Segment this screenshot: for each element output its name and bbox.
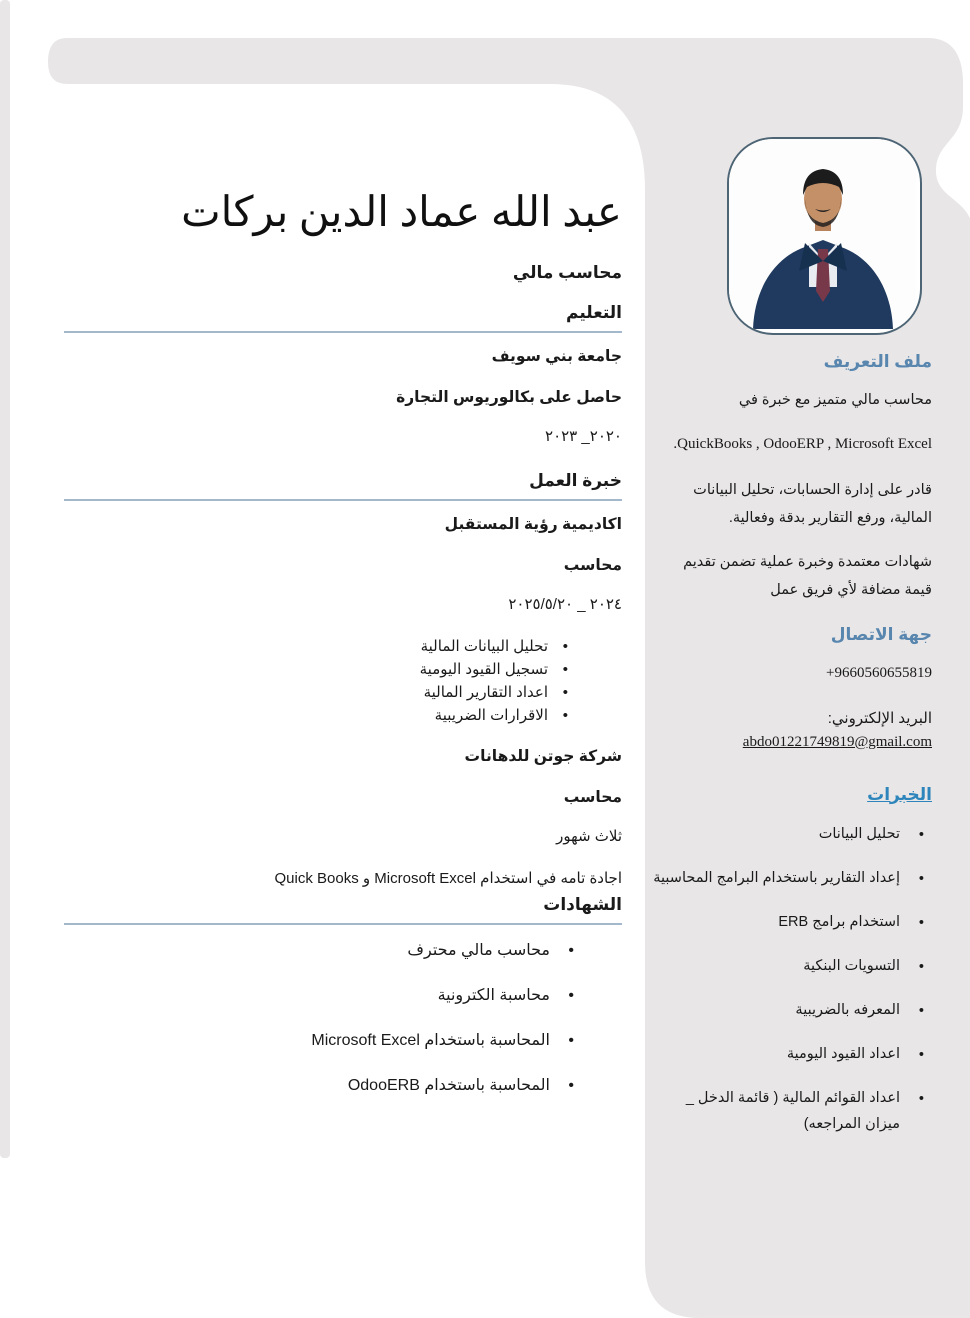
duty-item (64, 704, 568, 727)
sidebar-heading-contact: جهة الاتصال (830, 624, 932, 644)
certificate-item (64, 1029, 574, 1053)
skill-text: اعداد القوائم المالية ( قائمة الدخل _ ميزان المراجعه) (685, 1090, 900, 1133)
person-name: عبد الله عماد الدين بركات (181, 190, 622, 236)
job2-organization: شركة جوتن للدهانات (464, 747, 622, 765)
certificate-item (64, 939, 574, 963)
job2-role: محاسب (563, 788, 622, 806)
duty-item (64, 681, 568, 704)
job1-duty-list (64, 635, 622, 727)
bullet-icon: • (918, 1002, 924, 1019)
profile-software-line: .QuickBooks , OdooERP , Microsoft Excel (673, 436, 932, 453)
skill-item (652, 821, 926, 847)
certificate-item (64, 984, 574, 1008)
skill-item (652, 1041, 926, 1067)
certificate-text: المحاسبة باستخدام Microsoft Excel (311, 1031, 550, 1049)
bullet-icon: • (918, 914, 924, 931)
education-degree: حاصل على بكالوريوس التجارة (396, 388, 622, 406)
job2-note: اجادة تامه في استخدام Microsoft Excel و Quick Books (274, 869, 622, 887)
bullet-icon: • (562, 683, 568, 701)
sidebar-heading-profile: ملف التعريف (823, 352, 932, 371)
profile-line: قادر على إدارة الحسابات، تحليل البيانات المالية، ورفع التقارير بدقة وفعالية. (693, 481, 932, 526)
education-university: جامعة بني سويف (491, 347, 622, 365)
skill-item (652, 1085, 926, 1137)
duty-text: تحليل البيانات المالية (420, 637, 548, 655)
sidebar-heading-skills: الخبرات (867, 784, 932, 804)
skill-list (652, 821, 932, 1138)
bullet-icon: • (918, 1047, 924, 1064)
duty-text: اعداد التقارير المالية (423, 683, 548, 701)
person-job-title: محاسب مالي (512, 262, 622, 282)
duty-text: تسجيل القيود اليومية (419, 660, 548, 678)
skill-item (652, 909, 926, 935)
duty-item (64, 635, 568, 658)
certificate-text: محاسب مالي محترف (407, 941, 550, 959)
sidebar-column (652, 352, 932, 1155)
email-link[interactable]: abdo01221749819@gmail.com (742, 733, 932, 750)
certificate-text: المحاسبة باستخدام OdooERB (347, 1076, 550, 1094)
certificate-text: محاسبة الكترونية (437, 986, 550, 1004)
bullet-icon: • (918, 1091, 924, 1108)
skill-text: اعداد القيود اليومية (786, 1046, 900, 1063)
bullet-icon: • (562, 637, 568, 655)
skill-item (652, 997, 926, 1023)
skill-text: تحليل البيانات (818, 825, 900, 842)
duty-text: الاقرارات الضريبية (434, 706, 548, 724)
section-heading-education: التعليم (64, 303, 622, 333)
skill-text: المعرفه بالضريبية (795, 1001, 900, 1018)
phone-number: +9660560655819 (826, 664, 932, 681)
bullet-icon: • (918, 870, 924, 887)
profile-photo (727, 137, 922, 335)
bullet-icon: • (568, 1031, 574, 1049)
bullet-icon: • (568, 1076, 574, 1094)
section-heading-work: خبرة العمل (64, 471, 622, 501)
person-portrait-illustration (729, 139, 916, 329)
section-heading-certificates: الشهادات (64, 895, 622, 925)
duty-item (64, 658, 568, 681)
bullet-icon: • (918, 958, 924, 975)
email-label: البريد الإلكتروني: (827, 710, 932, 728)
skill-item (652, 865, 926, 891)
skill-text: إعداد التقارير باستخدام البرامج المحاسبية (653, 869, 900, 886)
skill-text: التسويات البنكية (803, 957, 900, 974)
education-years: ٢٠٢٠_ ٢٠٢٣ (545, 427, 622, 445)
bullet-icon: • (562, 706, 568, 724)
profile-line: شهادات معتمدة وخبرة عملية تضمن تقديم قيمة مضافة لأي فريق عمل (683, 554, 932, 599)
bullet-icon: • (562, 660, 568, 678)
job2-period: ثلاث شهور (556, 827, 622, 845)
skill-item (652, 953, 926, 979)
bullet-icon: • (568, 941, 574, 959)
profile-line: محاسب مالي متميز مع خبرة في (738, 392, 932, 408)
certificate-list (64, 939, 622, 1098)
job1-period: ٢٠٢٤ _ ٢٠٢٥/٥/٢٠ (508, 595, 622, 613)
left-edge-strip (0, 0, 10, 1158)
skill-text: استخدام برامج ERB (778, 913, 900, 930)
job1-role: محاسب (563, 556, 622, 574)
bullet-icon: • (918, 826, 924, 843)
bullet-icon: • (568, 986, 574, 1004)
certificate-item (64, 1074, 574, 1098)
main-column (64, 186, 622, 1119)
job1-organization: اكاديمية رؤية المستقبل (444, 515, 622, 533)
